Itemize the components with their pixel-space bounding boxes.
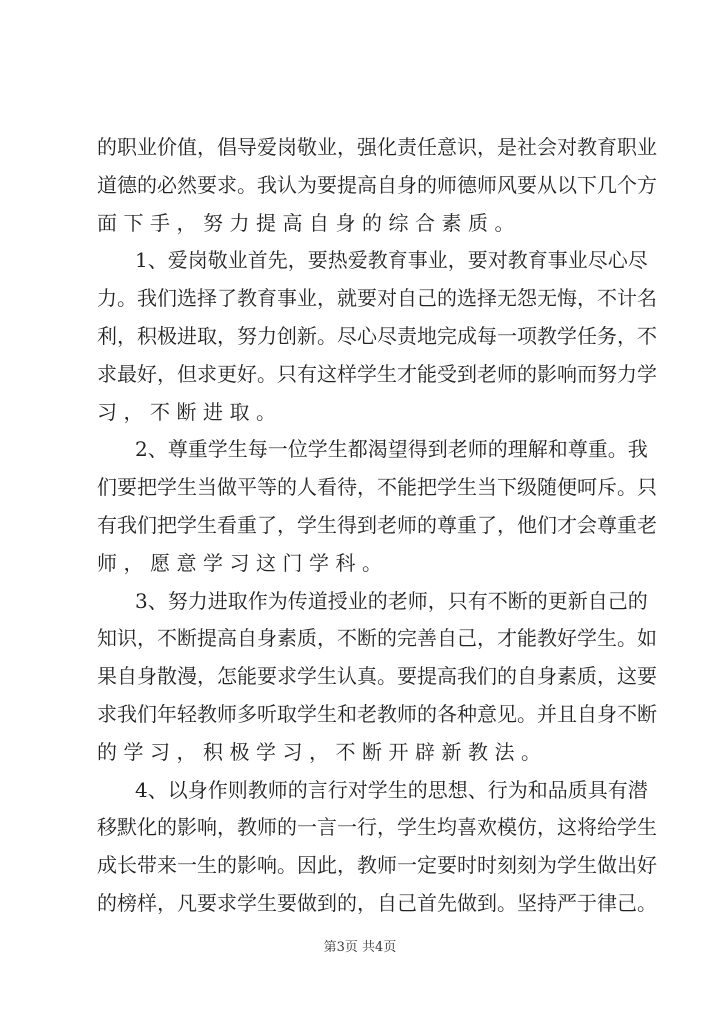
text-line: 师，愿意学习这门学科。	[97, 550, 389, 575]
text-line: 求最好，但求更好。只有这样学生才能受到老师的影响而努力学	[97, 361, 657, 386]
text-line: 力。我们选择了教育事业，就要对自己的选择无怨无悔，不计名	[97, 286, 657, 311]
text-line: 的学习，积极学习，不断开辟新教法。	[97, 739, 548, 764]
text-line: 果自身散漫，怎能要求学生认真。要提高我们的自身素质，这要	[97, 664, 657, 689]
text-line: 3、努力进取作为传道授业的老师，只有不断的更新自己的	[135, 588, 648, 613]
page-footer: 第3页 共4页	[323, 940, 397, 955]
text-line: 们要把学生当做平等的人看待，不能把学生当下级随便呵斥。只	[97, 475, 657, 500]
text-line: 2、尊重学生每一位学生都渴望得到老师的理解和尊重。我	[135, 437, 648, 462]
text-line: 习，不断进取。	[97, 399, 283, 424]
text-line: 有我们把学生看重了，学生得到老师的尊重了，他们才会尊重老	[97, 512, 657, 537]
text-line: 4、以身作则教师的言行对学生的思想、行为和品质具有潜	[135, 777, 648, 802]
text-line: 求我们年轻教师多听取学生和老教师的各种意见。并且自身不断	[97, 701, 657, 726]
document-body	[97, 129, 657, 923]
text-line: 面下手，努力提高自身的综合素质。	[97, 210, 521, 235]
text-line: 利，积极进取，努力创新。尽心尽责地完成每一项教学任务，不	[97, 323, 657, 348]
text-line: 移默化的影响，教师的一言一行，学生均喜欢模仿，这将给学生	[97, 815, 657, 840]
text-line: 的职业价值，倡导爱岗敬业，强化责任意识，是社会对教育职业	[97, 135, 657, 159]
text-line: 成长带来一生的影响。因此，教师一定要时时刻刻为学生做出好	[97, 853, 657, 878]
text-line: 道德的必然要求。我认为要提高自身的师德师风要从以下几个方	[97, 172, 657, 197]
text-line: 的榜样，凡要求学生要做到的，自己首先做到。坚持严于律己。	[97, 890, 657, 915]
text-line: 1、爱岗敬业首先，要热爱教育事业，要对教育事业尽心尽	[135, 248, 648, 273]
text-line: 知识，不断提高自身素质，不断的完善自己，才能教好学生。如	[97, 626, 657, 651]
